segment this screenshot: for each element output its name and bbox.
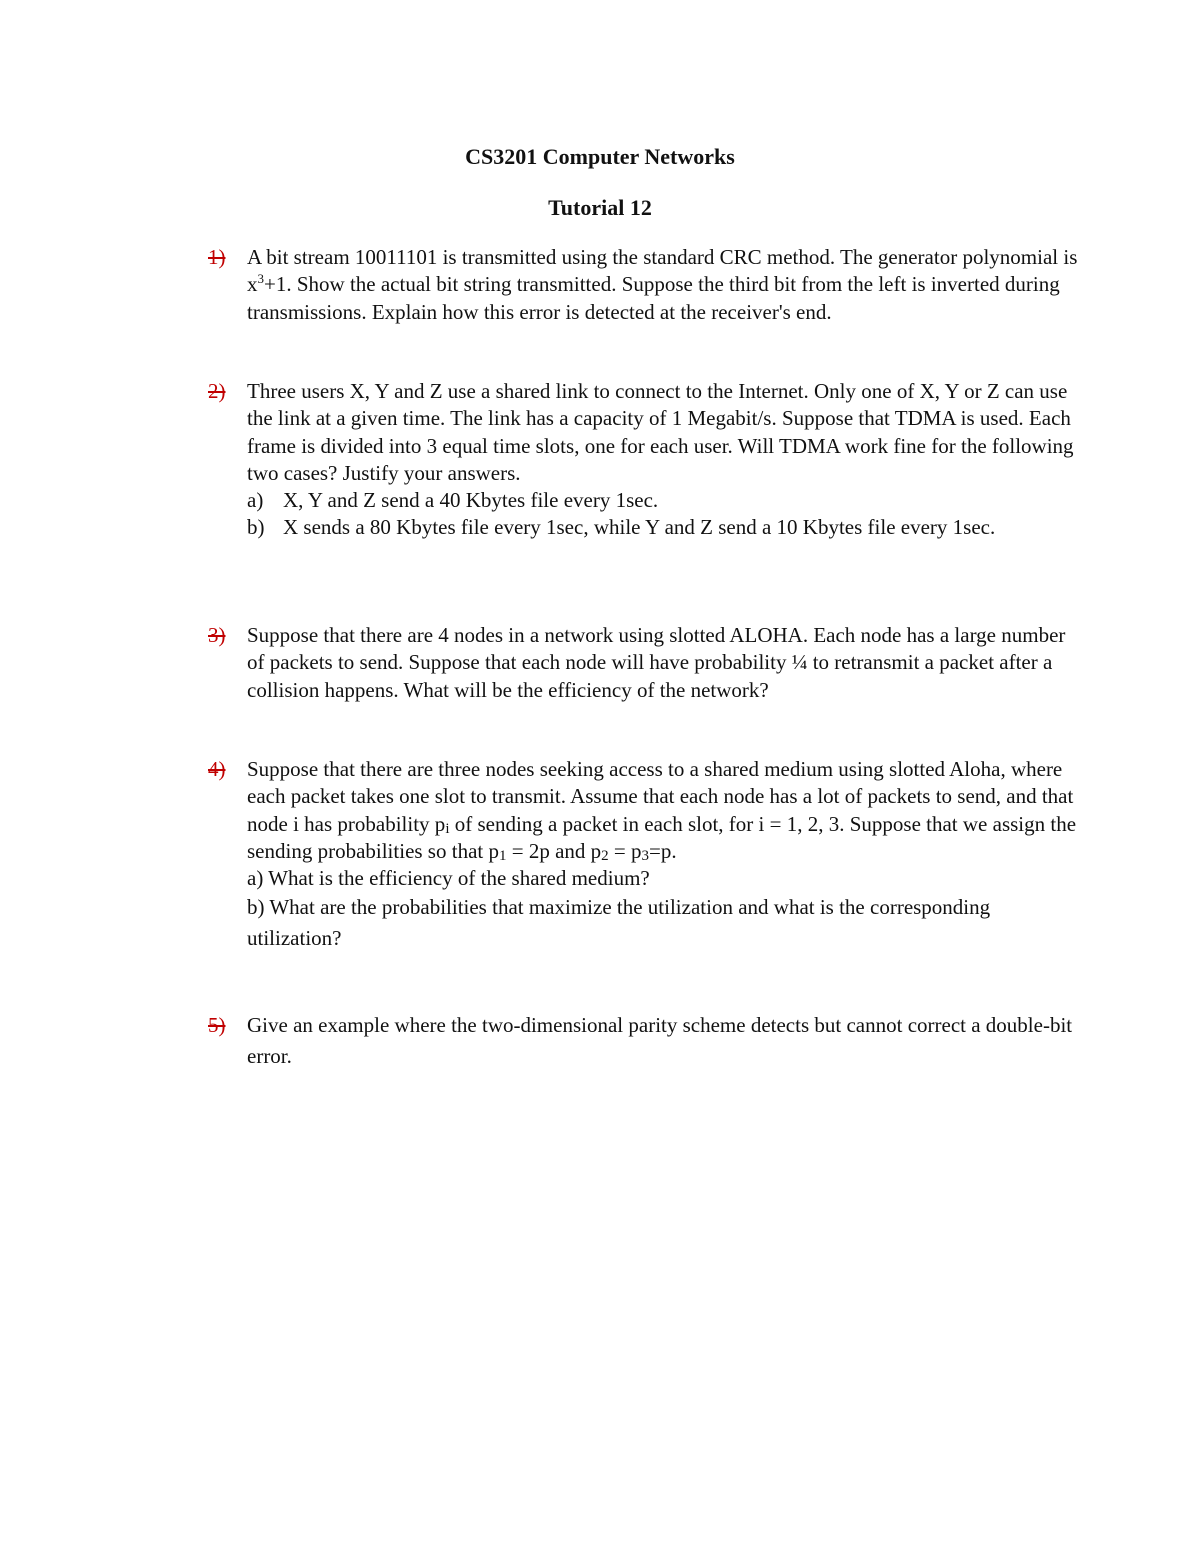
subscript: i — [445, 820, 450, 837]
document-subtitle: Tutorial 12 — [548, 195, 652, 220]
question-text-part: of sending a packet in each slot, for i = 1, 2, 3. Suppose that we assign the sending probabilities so that p — [247, 811, 1077, 863]
question-paragraph — [247, 756, 1078, 865]
question-part-b — [247, 514, 1078, 541]
question-text — [247, 1010, 1078, 1072]
question-paragraph: Give an example where the two-dimensional parity scheme detects but cannot correct a double-bit error. — [247, 1013, 1073, 1068]
question-part-b: b) What are the probabilities that maximize the utilization and what is the corresponding utilization? — [247, 895, 991, 951]
question-2 — [208, 378, 1078, 542]
question-text-part: A bit stream 10011101 is transmitted using the standard CRC method. The generator polynomial is x — [247, 245, 1078, 297]
question-text-part: =p. — [649, 838, 677, 863]
question-paragraph: Suppose that there are 4 nodes in a network using slotted ALOHA. Each node has a large number of packets to send. Suppose that each node will have probability ¼ to retransmit a packet after a collision happens. What will be the efficiency of the network? — [247, 623, 1066, 702]
question-text — [247, 244, 1078, 326]
question-part-a: a) What is the efficiency of the shared medium? — [247, 866, 650, 891]
subscript: 1 — [498, 847, 507, 864]
question-part-a — [247, 487, 1078, 514]
question-1 — [208, 244, 1078, 326]
question-number: 5) — [208, 1013, 226, 1037]
question-text-part: Suppose that there are three nodes seeking access to a shared medium using slotted Aloha, where each packet takes one slot to transmit. Assume that each node has a lot of packets to send, and that node i has probability p — [247, 757, 1074, 836]
question-number: 4) — [208, 757, 226, 781]
question-text — [247, 756, 1078, 954]
question-5 — [208, 1010, 1078, 1072]
part-label: b) — [247, 515, 265, 540]
part-text: X, Y and Z send a 40 Kbytes file every 1sec. — [283, 488, 659, 513]
question-4 — [208, 756, 1078, 954]
subscript: 3 — [641, 847, 649, 864]
question-3 — [208, 622, 1078, 704]
question-text — [247, 378, 1078, 542]
question-text-part: +1. Show the actual bit string transmitted. Suppose the third bit from the left is inverted during transmissions. Explain how this error is detected at the receiver's end. — [247, 272, 1060, 324]
subscript: 2 — [601, 847, 609, 864]
question-paragraph: Three users X, Y and Z use a shared link to connect to the Internet. Only one of X, Y or Z can use the link at a given time. The link has a capacity of 1 Megabit/s. Suppose that TDMA is used. Each frame is divided into 3 equal time slots, one for each user. Will TDMA work fine for the following two cases? Justify your answers. — [247, 379, 1074, 485]
question-number: 3) — [208, 623, 226, 647]
question-number: 2) — [208, 379, 226, 403]
part-label: a) — [247, 488, 264, 513]
question-text-part: = p — [608, 838, 642, 863]
superscript: 3 — [257, 271, 264, 287]
part-text: X sends a 80 Kbytes file every 1sec, while Y and Z send a 10 Kbytes file every 1sec. — [283, 515, 996, 540]
question-text — [247, 622, 1078, 704]
question-text-part: = 2p and p — [506, 838, 602, 863]
question-number: 1) — [208, 245, 226, 269]
document-title: CS3201 Computer Networks — [465, 144, 735, 169]
